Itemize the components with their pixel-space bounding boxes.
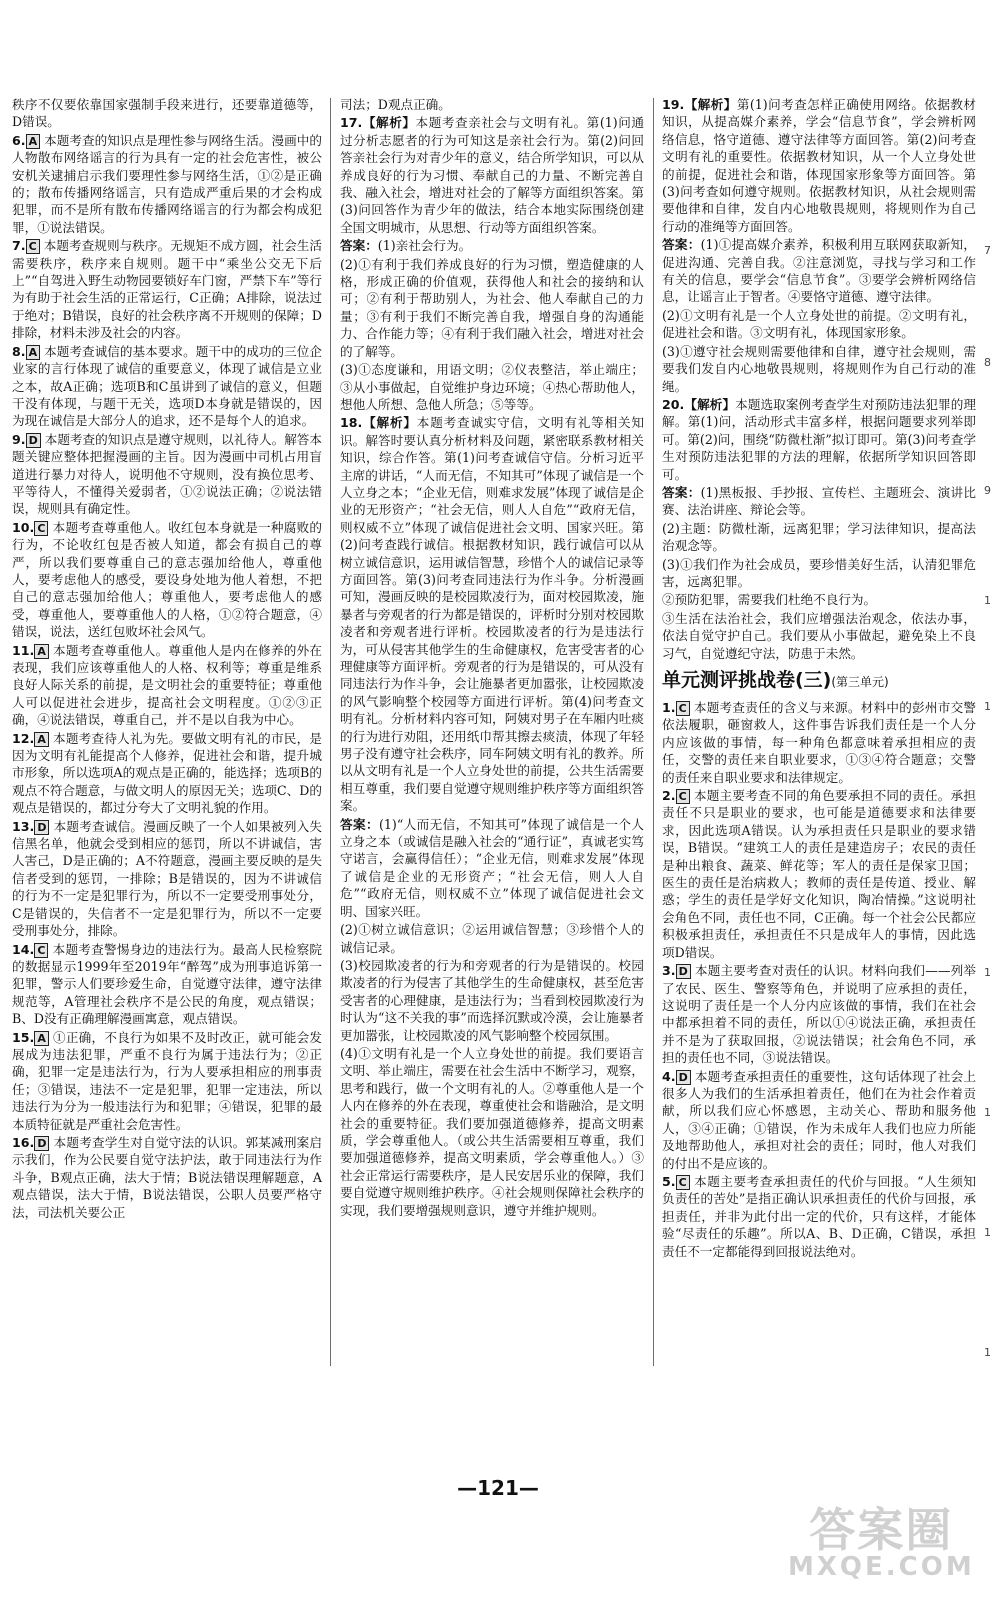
column-middle (340, 96, 644, 1220)
item-tag: 20.【解析】 (662, 396, 736, 412)
answer-item (340, 256, 644, 360)
edge-number: 1 (984, 1226, 991, 1239)
answer-letter-box: C (34, 521, 48, 536)
watermark (788, 1503, 975, 1583)
answer-item (12, 431, 322, 518)
section-subtitle: (第三单元) (831, 675, 889, 689)
watermark-url: MXQE.COM (788, 1552, 975, 1583)
item-tag: 答案： (662, 237, 701, 253)
edge-number: 1 (984, 966, 991, 979)
edge-number: 9 (984, 484, 991, 497)
item-number: 7. (12, 238, 26, 254)
item-tag: 答案： (662, 484, 701, 500)
answer-item (12, 343, 322, 430)
item-text: 本题考查警惕身边的违法行为。最高人民检察院的数据显示1999年至2019年“醉驾”成为刑事追诉第一犯罪，警示人们要珍爱生命，自觉遵守法律，遵守法律规范等，A管理社会秩序不是公民的角度，观点错误；B、D没有正确理解漫画寓意，观点错误。 (12, 941, 322, 1027)
answer-item (662, 343, 976, 395)
item-text: (1)①提高媒介素养，积极利用互联网获取新知，促进沟通、完善自我。②注意浏览，寻找与学习和工作有关的信息，要学会“信息节食”。③要学会辨析网络信息，让谣言止于智者。④要恪守道德、遵守法律。 (662, 237, 977, 305)
item-text: 本题考查待人礼为先。要做文明有礼的市民，是因为文明有礼能提高个人修养，促进社会和谐，提升城市形象，所以选项A的观点是正确的，能选择；选项B的观点不符合题意，与做文明人的原因无关；选项C、D的观点是错误的，都过分夸大了文明礼貌的作用。 (12, 730, 322, 816)
answer-item (662, 787, 976, 961)
answer-item (340, 816, 644, 920)
item-number: 13. (12, 818, 35, 834)
column-left (12, 96, 322, 1222)
answer-item (662, 699, 976, 786)
item-text: (2)①文明有礼是一个人立身处世的前提。②文明有礼，促进社会和谐。③文明有礼，体现国家形象。 (662, 307, 976, 341)
answer-letter-box: C (34, 943, 48, 958)
answer-item (12, 818, 322, 940)
item-text: (3)校园欺凌者的行为和旁观者的行为是错误的。校园欺凌者的行为侵害了其他学生的生命健康权，甚至危害受害者的心理健康，是违法行为；当看到校园欺凌行为时认为“这不关我的事”而选择沉默或冷漠，会让施暴者更加嚣张，让校园欺凌的风气影响整个校园氛围。 (340, 957, 644, 1043)
answer-letter-box: A (34, 1031, 49, 1046)
answer-item (662, 236, 976, 306)
item-text: 本题主要考查对责任的认识。材料向我们——列举了农民、医生、警察等角色，并说明了应承担的责任，这说明了责任是一个人分内应该做的事情，我们在社会中都承担着不同的责任，所以①④说法正确，承担责任并不是为了获取回报，②说法错误；社会角色不同，承担的责任也不同，③说法错误。 (662, 963, 976, 1066)
edge-number: 1 (984, 594, 991, 607)
item-text: (1)黑板报、手抄报、宣传栏、主题班会、演讲比赛、法治讲座、辩论会等。 (662, 484, 977, 518)
answer-item (662, 484, 976, 519)
answer-item (662, 396, 976, 483)
item-number: 11. (12, 642, 35, 658)
answer-letter-box: D (26, 433, 41, 448)
item-text: 秩序不仅要依靠国家强制手段来进行，还要靠道德等，D错误。 (12, 97, 322, 130)
answer-letter-box: C (676, 789, 690, 804)
answer-letter-box: A (26, 134, 41, 149)
item-text: 本题考查学生对自觉守法的认识。郭某减刑案启示我们，作为公民要自觉守法护法，敢于同违法行为作斗争，B观点正确，法大于情；B说法错误理解题意，A观点错误，法大于情，B说法错误，公职人员要严格守法，司法机关要公正 (12, 1134, 322, 1220)
answer-item (340, 114, 644, 236)
answer-item (662, 96, 976, 235)
answer-item (340, 361, 644, 413)
item-number: 5. (662, 1173, 676, 1189)
item-number: 8. (12, 343, 26, 359)
item-number: 3. (662, 963, 676, 979)
answer-item (12, 519, 322, 641)
edge-number: 8 (984, 356, 991, 369)
answer-letter-box: C (676, 1175, 690, 1190)
item-text: ②预防犯罪，需要我们杜绝不良行为。 (662, 592, 877, 608)
answer-letter-box: A (34, 732, 49, 747)
answer-item (340, 957, 644, 1044)
item-text: 本题考查尊重他人。尊重他人是内在修养的外在表现，我们应该尊重他人的人格、权利等；尊重是维系良好人际关系的前提，是文明社会的重要特征；尊重他人可以促进社会进步，提高社会文明程度。①②③正确，④说法错误，尊重自己，并不是以自我为中心。 (12, 642, 322, 728)
answer-item (340, 237, 644, 254)
item-text: (3)①态度谦和，用语文明；②仪表整洁，举止端庄；③从小事做起，自觉维护身边环境；④热心帮助他人，想他人所想、急他人所急；⑤等等。 (340, 362, 644, 412)
item-tag: 答案： (340, 238, 378, 254)
answer-item (12, 642, 322, 729)
answer-item (12, 1134, 322, 1221)
column-divider (653, 98, 654, 1366)
item-text: 本题考查诚实守信，文明有礼等相关知识。解答时要认真分析材料及问题，紧密联系教材相关知识，综合作答。第(1)问考查诚信守信。分析习近平主席的讲话，“人而无信，不知其可”体现了诚信是一个人立身之本；“企业无信，则难求发展”体现了诚信是企业的无形资产；“社会无信，则人人自危”“政府无信，则权威不立”体现了诚信促进社会文明、国家兴旺。第(2)问考查践行诚信。根据教材知识，践行诚信可以从树立诚信意识，运用诚信智慧，珍惜个人的诚信记录等方面回答。第(3)问考查同违法行为作斗争。分析漫画可知，漫画反映的是校园欺凌行为，面对校园欺凌，施暴者与旁观者的行为都是错误的，评析时分别对校园欺凌者和旁观者进行评析。校园欺凌者的行为是违法行为，可从侵害其他学生的生命健康权，危害受害者的心理健康等方面评析。旁观者的行为是错误的，可从没有同违法行为作斗争，会让施暴者更加嚣张，让校园欺凌的风气影响整个校园等方面进行评析。第(4)问考查文明有礼。分析材料内容可知，阿姨对男子在车厢内吐痰的行为进行劝阻，还用纸巾帮其擦去痰渍，体现了年轻男子没有遵守社会秩序，同车阿姨文明有礼的教养。所以从文明有礼是一个人立身处世的前提，公共生活需要相互尊重，我们要自觉遵守规则维护秩序等方面组织答案。 (340, 415, 645, 814)
answer-item (12, 96, 322, 131)
item-tag: 19.【解析】 (662, 97, 737, 112)
answer-letter-box: A (26, 345, 41, 360)
item-text: 本题考查诚信的基本要求。题干中的成功的三位企业家的言行体现了诚信的重要意义，体现了诚信是立业之本，故A正确；选项B和C虽讲到了诚信的意义，但题干没有体现，与题干无关，选项D本身就是错误的，因为现在诚信是大部分人的追求，还不是每个人的追求。 (12, 343, 322, 429)
item-number: 1. (662, 700, 676, 715)
answer-item (12, 941, 322, 1028)
page-number: —121— (457, 1476, 539, 1500)
item-number: 6. (12, 132, 26, 148)
item-number: 9. (12, 431, 26, 447)
item-text: (3)①我们作为社会成员，要珍惜美好生活，认清犯罪危害，远离犯罪。 (662, 556, 976, 589)
answer-item (12, 730, 322, 817)
item-number: 2. (662, 788, 676, 804)
answer-item (340, 96, 644, 113)
column-divider (330, 98, 331, 1366)
answer-letter-box: D (676, 1070, 691, 1085)
item-text: (4)①文明有礼是一个人立身处世的前提。我们要语言文明、举止端庄，需要在社会生活中不断学习，观察，思考和践行，做一个文明有礼的人。②尊重他人是一个人内在修养的外在表现，尊重使社会和谐融洽，是文明社会的重要特征。我们要加强道德修养，提高文明素质，学会尊重他人。（或公共生活需要相互尊重，我们要加强道德修养，提高文明素质，学会尊重他人。）③社会正常运行需要秩序，是人民安居乐业的保障，我们要自觉遵守规则维护秩序。④社会规则保障社会秩序的实现，我们要增强规则意识，遵守并维护规则。 (340, 1045, 644, 1218)
item-number: 4. (662, 1068, 676, 1084)
answer-item (662, 520, 976, 555)
answer-item (340, 921, 644, 956)
item-text: 本题考查规则与秩序。无规矩不成方圆，社会生活需要秩序，秩序来自规则。题干中“乘坐公交无下后上”“自驾进入野生动物园要锁好车门窗，严禁下车”等行为有助于社会生活的正常运行，C正确；A排除，说法过于绝对；B错误，良好的社会秩序离不开规则的保障；D排除，材料未涉及社会的内容。 (12, 238, 322, 341)
item-text: (1)“人而无信，不知其可”体现了诚信是一个人立身之本（或诚信是融入社会的“通行证”，真诚老实笃守诺言，会赢得信任）；“企业无信，则难求发展”体现了诚信是企业的无形资产；“社会无信，则人人自危”“政府无信，则权威不立”体现了诚信促进社会文明、国家兴旺。 (340, 816, 644, 919)
answer-item (12, 1029, 322, 1133)
section-title: 单元测评挑战卷(三) (662, 669, 832, 691)
edge-number: 1 (984, 1346, 991, 1359)
answer-letter-box: D (34, 1136, 49, 1151)
item-tag: 17.【解析】 (340, 115, 416, 131)
item-tag: 答案： (340, 816, 379, 832)
answers-19-20 (662, 96, 976, 662)
item-number: 14. (12, 941, 35, 957)
edge-number: 1 (984, 700, 991, 713)
item-text: 本题考查的知识点是遵守规则，以礼待人。解答本题关键应整体把握漫画的主旨。因为漫画中司机占用盲道进行暴力对待人，说明他不守规则，没有换位思考、平等待人，不懂得关爱弱者，①②说法正确；②说法错误，规则具有确定性。 (12, 431, 322, 517)
answer-item (12, 237, 322, 341)
answer-item (662, 1173, 976, 1260)
edge-number: 1 (984, 1106, 991, 1119)
answer-item (662, 307, 976, 342)
item-number: 12. (12, 730, 35, 746)
section-heading (662, 667, 976, 695)
item-text: ①正确，不良行为如果不及时改正，就可能会发展成为违法犯罪，严重不良行为属于违法行为；②正确，犯罪一定是违法行为，行为人要承担相应的刑事责任；③错误，违法不一定是犯罪，犯罪一定违法，所以违法行为分为一般违法行为和犯罪；④错误，犯罪的最本质特征就是严重社会危害性。 (12, 1029, 322, 1132)
answer-item (662, 610, 976, 662)
item-text: 本题主要考查承担责任的代价与回报。“人生须知负责任的苦处”是指正确认识承担责任的代价与回报，承担责任，并非为此付出一定的代价，只有这样，才能体验“尽责任的乐趣”。所以A、B、D正确，C错误，承担责任不一定都能得到回报说法绝对。 (662, 1173, 976, 1259)
column-right (662, 96, 976, 1261)
edge-number: 7 (984, 244, 991, 257)
item-text: 本题主要考查不同的角色要承担不同的责任。承担责任不只是职业的要求，也可能是道德要求和法律要求，因此选项A错误。认为承担责任只是职业的要求错误，B错误。“建筑工人的责任是建造房子；农民的责任是种出粮食、蔬菜、鲜花等；军人的责任是保家卫国；医生的责任是治病救人；教师的责任是传道、授业、解惑；学生的责任是学好文化知识，陶冶情操。”这说明社会角色不同，责任也不同，C正确。每一个社会公民都应积极承担责任，承担责任不只是成年人的事情，因此选项D错误。 (662, 788, 976, 960)
answer-item (662, 591, 976, 608)
answer-letter-box: D (34, 820, 49, 835)
item-text: 本题考查承担责任的重要性，这句话体现了社会上很多人为我们的生活承担着责任，他们在为社会作着贡献，所以我们应心怀感恩，主动关心、帮助和服务他人，③④正确；①错误，作为未成年人我们也应力所能及地帮助他人，承担对社会的责任；同时，他人对我们的付出不是应该的。 (662, 1068, 976, 1171)
item-number: 16. (12, 1134, 35, 1150)
item-number: 15. (12, 1029, 35, 1045)
watermark-text: 答案圈 (809, 1503, 954, 1557)
answer-letter-box: A (34, 644, 49, 659)
item-text: 司法；D观点正确。 (340, 97, 451, 112)
item-number: 10. (12, 519, 35, 535)
answer-letter-box: D (676, 964, 691, 979)
answer-letter-box: C (676, 701, 690, 716)
item-text: 本题考查责任的含义与来源。材料中的彭州市交警依法履职，砸窗救人，这件事告诉我们责任是一个人分内应该做的事情，每一种角色都意味着承担相应的责任，交警的责任来自职业要求，①③④符合题意；交警的责任来自职业要求和法律规定。 (662, 700, 976, 785)
answer-item (12, 132, 322, 236)
answer-item (662, 556, 976, 591)
item-text: 本题考查尊重他人。收红包本身就是一种腐败的行为，不论收红包是否被人知道，都会有损自己的尊严，所以我们要尊重自己的意志强加给他人，尊重他人，要考虑他人的感受，要设身处地为他人着想，不把自己的意志强加给他人；尊重他人，要考虑他人的感受，尊重他人，要尊重他人的人格，①②符合题意，④错误，说法，送红包败坏社会风气。 (12, 519, 322, 640)
item-text: (3)①遵守社会规则需要他律和自律，遵守社会规则，需要我们发自内心地敬畏规则，将规则作为自己行动的准绳。 (662, 343, 976, 394)
answers-unit-3 (662, 699, 976, 1260)
answer-item (662, 1068, 976, 1172)
item-text: 第(1)问考查怎样正确使用网络。依据教材知识，从提高媒介素养，学会“信息节食”，学会辨析网络信息，恪守道德、遵守法律等方面回答。第(2)问考查文明有礼的重要性。依据教材知识，从一个人立身处世的前提，促进社会和谐，体现国家形象等方面回答。第(3)问考查如何遵守规则。依据教材知识，从社会规则需要他律和自律，发自内心地敬畏规则，将规则作为自己行动的准绳等方面回答。 (662, 97, 977, 234)
item-text: 本题考查诚信。漫画反映了一个人如果被列入失信黑名单，他就会受到相应的惩罚，所以不讲诚信，害人害己，D是正确的；A不符题意，漫画主要反映的是失信者受到的惩罚，一排除；B是错误的，因为不讲诚信的行为不一定是犯罪行为，所以不一定要受刑事处分，C是错误的，失信者不一定是犯罪行为，所以不一定要受刑事处分，排除。 (12, 818, 322, 939)
item-text: (2)主题：防微杜渐，远离犯罪；学习法律知识，提高法治观念等。 (662, 520, 976, 554)
item-text: (1)亲社会行为。 (377, 238, 472, 254)
item-tag: 18.【解析】 (340, 415, 417, 431)
answer-item (340, 414, 644, 814)
item-text: ③生活在法治社会，我们应增强法治观念，依法办事，依法自觉守护自己。我们要从小事做起，避免染上不良习气，自觉遵纪守法，防患于未然。 (662, 610, 976, 661)
answer-letter-box: C (26, 239, 40, 254)
answer-item (662, 962, 976, 1066)
answer-item (340, 1045, 644, 1219)
item-text: (2)①有利于我们养成良好的行为习惯，塑造健康的人格，形成正确的价值观，获得他人和社会的接纳和认可；②有利于帮助别人，为社会、他人奉献自己的力量；③有利于我们不断完善自我，增强自身的沟通能力、合作能力等；④有利于我们融入社会，增进对社会的了解等。 (340, 256, 644, 359)
item-text: 本题考查亲社会与文明有礼。第(1)问通过分析志愿者的行为可知这是亲社会行为。第(2)问回答亲社会行为对青少年的意义，结合所学知识，可以从养成良好的行为习惯、奉献自己的力量、不断完善自我、融入社会，增进对社会的了解等方面组织答案。第(3)问回答作为青少年的做法，结合本地实际围绕创建全国文明城市，从思想、行动等方面组织答案。 (340, 115, 645, 235)
item-text: (2)①树立诚信意识；②运用诚信智慧；③珍惜个人的诚信记录。 (340, 922, 644, 955)
item-text: 本题选取案例考查学生对预防违法犯罪的理解。第(1)问，活动形式丰富多样，根据问题要求列举即可。第(2)问，围绕“防微杜渐”拟订即可。第(3)问考查学生对预防违法犯罪的方法的理解，依据所学知识回答即可。 (662, 396, 977, 482)
item-text: 本题考查的知识点是理性参与网络生活。漫画中的人物散布网络谣言的行为具有一定的社会危害性，被公安机关逮捕启示我们要理性参与网络生活，①②是正确的；散布传播网络谣言，只有造成严重后果的才会构成犯罪，而不是所有散布传播网络谣言的行为都会构成犯罪，①说法错误。 (12, 132, 322, 235)
